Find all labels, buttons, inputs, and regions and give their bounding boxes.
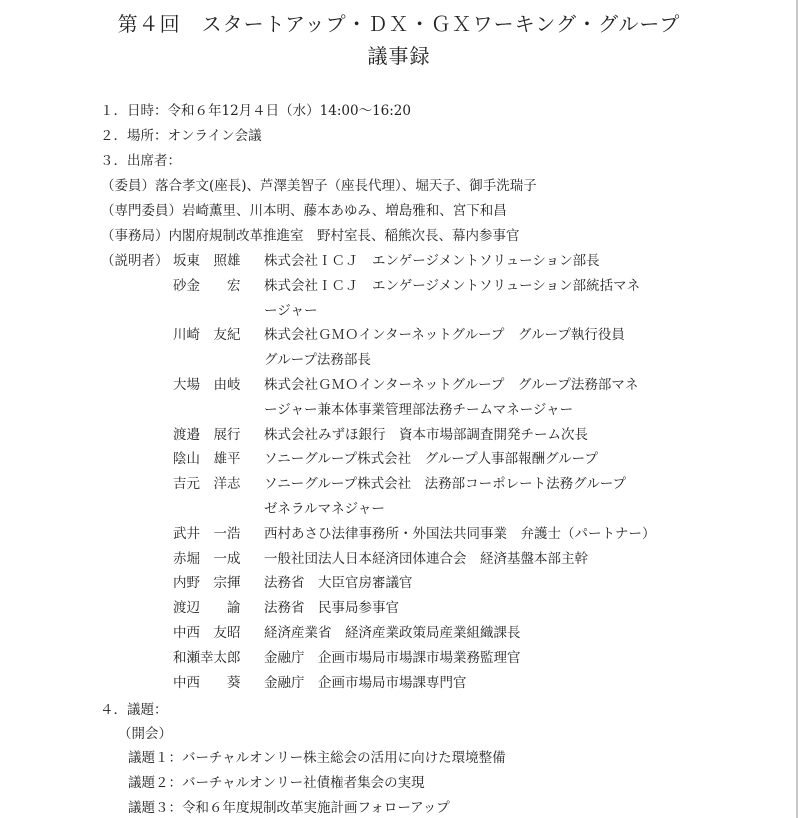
explainer-affiliation: ゼネラルマネジャー [264,501,385,517]
explainer-name: 川崎 友紀 [173,327,241,344]
item-place [100,127,262,145]
explainer-name: 中西 友昭 [173,625,241,641]
explainer-affiliation: 株式会社ＧＭＯインターネットグループ グループ法務部マネ [264,377,639,393]
item-text: 議題： [127,702,168,718]
explainer-affiliation: 金融庁 企画市場局市場課専門官 [264,674,467,691]
explainer-name: 渡邉 展行 [173,426,241,443]
explainer-affiliation: ージャー兼本体事業管理部法務チームマネージャー [264,401,574,418]
item-number: ３． [100,153,127,169]
explainer-name: 陰山 雄平 [173,451,241,468]
explainer-affiliation: 西村あさひ法律事務所・外国法共同事業 弁護士（パートナー） [264,525,656,542]
explainer-name: 坂東 照雄 [173,253,241,269]
item-date [100,102,411,120]
document-title: 第４回 スタートアップ・ＤＸ・ＧＸワーキング・グループ [117,12,681,36]
explainer-name: 武井 一浩 [173,525,241,542]
opening-label: （開会） [118,726,172,742]
agenda-item: 議題２：バーチャルオンリー社債権者集会の実現 [128,775,425,791]
explainer-name: 渡辺 諭 [173,600,241,617]
item-number: １． [100,103,127,119]
explainer-name: 吉元 洋志 [173,476,241,493]
explainer-name: 和瀬幸太郎 [173,649,241,666]
secretariat-members: （事務局）内閣府規制改革推進室 野村室長、稲熊次長、幕内参事官 [101,228,520,244]
item-agenda [100,701,168,719]
agenda-item: 議題３：令和６年度規制改革実施計画フォローアップ [128,800,450,816]
explainer-affiliation: 経済産業省 経済産業政策局産業組織課長 [264,625,521,641]
explainer-affiliation: ソニーグループ株式会社 法務部コーポレート法務グループ [264,476,627,493]
explainer-name: 中西 葵 [173,674,241,691]
agenda-item: 議題１：バーチャルオンリー株主総会の活用に向けた環境整備 [128,750,506,766]
explainer-affiliation: 法務省 民事局参事官 [264,600,399,617]
explainer-affiliation: 法務省 大臣官房審議官 [264,575,413,592]
explainer-affiliation: 金融庁 企画市場局市場課市場業務監理官 [264,649,521,666]
explainer-affiliation: 株式会社ＩＣＪ エンゲージメントソリューション部統括マネ [264,277,641,294]
expert-members: （専門委員）岩崎薫里、川本明、藤本あゆみ、増島雅和、宮下和昌 [101,203,507,219]
explainer-affiliation: 株式会社みずほ銀行 資本市場部調査開発チーム次長 [264,426,588,443]
item-attendees [100,152,181,170]
explainer-label: （説明者） [101,253,169,269]
explainer-affiliation: ージャー [264,302,318,319]
item-text: 出席者： [127,153,181,169]
item-number: ４． [100,702,127,718]
explainer-name: 内野 宗揮 [173,575,241,592]
explainer-name: 赤堀 一成 [173,550,241,567]
explainer-affiliation: 一般社団法人日本経済団体連合会 経済基盤本部主幹 [264,550,588,567]
explainer-affiliation: 株式会社ＧＭＯインターネットグループ グループ執行役員 [264,327,625,344]
explainer-affiliation: 株式会社ＩＣＪ エンゲージメントソリューション部長 [264,253,600,269]
explainer-name: 大場 由岐 [173,377,241,393]
explainer-affiliation: ソニーグループ株式会社 グループ人事部報酬グループ [264,451,598,468]
item-number: ２． [100,128,127,144]
item-text: 場所：オンライン会議 [127,128,262,144]
explainer-name: 砂金 宏 [173,277,241,294]
item-text: 日時：令和６年12月４日（水）14:00～16:20 [127,103,411,119]
explainer-affiliation: グループ法務部長 [264,352,371,369]
committee-members: （委員）落合孝文(座長)、芦澤美智子（座長代理）、堀天子、御手洗瑞子 [101,178,537,194]
document-subtitle: 議事録 [367,44,431,68]
